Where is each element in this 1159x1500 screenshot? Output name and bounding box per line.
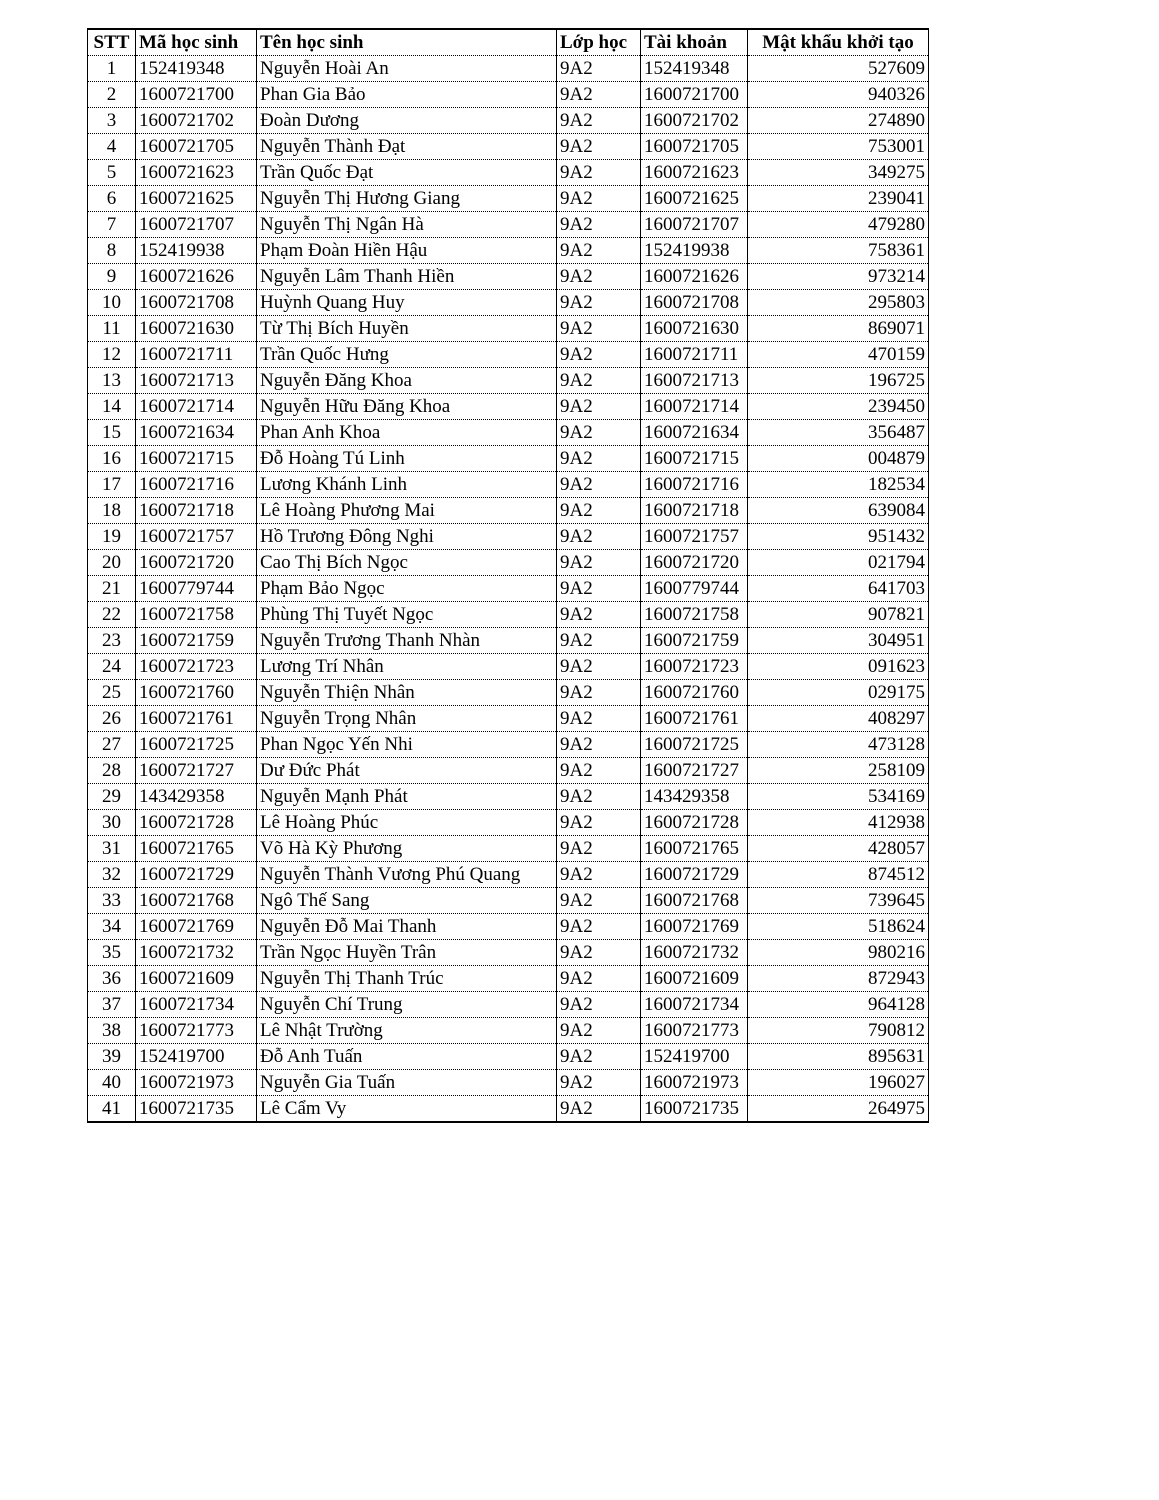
- table-row: [88, 784, 929, 810]
- cell-account: 1600721768: [641, 888, 748, 914]
- table-row: [88, 576, 929, 602]
- header-initial-password: Mật khẩu khởi tạo: [748, 29, 929, 56]
- cell-initial-password: 182534: [748, 472, 929, 498]
- cell-account: 1600721973: [641, 1070, 748, 1096]
- cell-student-name: Nguyễn Hữu Đăng Khoa: [257, 394, 557, 420]
- table-row: [88, 1044, 929, 1070]
- cell-student-code: 1600721716: [136, 472, 257, 498]
- table-row: [88, 706, 929, 732]
- cell-stt: 22: [88, 602, 136, 628]
- cell-account: 1600721713: [641, 368, 748, 394]
- table-row: [88, 992, 929, 1018]
- cell-stt: 15: [88, 420, 136, 446]
- cell-stt: 16: [88, 446, 136, 472]
- cell-student-name: Nguyễn Chí Trung: [257, 992, 557, 1018]
- cell-student-name: Từ Thị Bích Huyền: [257, 316, 557, 342]
- cell-initial-password: 639084: [748, 498, 929, 524]
- cell-initial-password: 940326: [748, 82, 929, 108]
- cell-account: 1600721734: [641, 992, 748, 1018]
- cell-student-code: 152419938: [136, 238, 257, 264]
- cell-account: 1600721711: [641, 342, 748, 368]
- cell-student-code: 1600721729: [136, 862, 257, 888]
- cell-account: 1600721729: [641, 862, 748, 888]
- cell-initial-password: 091623: [748, 654, 929, 680]
- cell-student-name: Huỳnh Quang Huy: [257, 290, 557, 316]
- cell-student-name: Dư Đức Phát: [257, 758, 557, 784]
- table-row: [88, 108, 929, 134]
- cell-account: 1600721760: [641, 680, 748, 706]
- table-row: [88, 940, 929, 966]
- table-row: [88, 966, 929, 992]
- cell-stt: 41: [88, 1096, 136, 1123]
- header-class: Lớp học: [557, 29, 641, 56]
- cell-initial-password: 479280: [748, 212, 929, 238]
- cell-account: 143429358: [641, 784, 748, 810]
- table-row: [88, 862, 929, 888]
- cell-initial-password: 408297: [748, 706, 929, 732]
- cell-class: 9A2: [557, 368, 641, 394]
- cell-initial-password: 739645: [748, 888, 929, 914]
- cell-student-code: 1600721732: [136, 940, 257, 966]
- cell-class: 9A2: [557, 732, 641, 758]
- cell-class: 9A2: [557, 394, 641, 420]
- cell-stt: 14: [88, 394, 136, 420]
- cell-stt: 29: [88, 784, 136, 810]
- cell-class: 9A2: [557, 290, 641, 316]
- cell-student-code: 1600721715: [136, 446, 257, 472]
- table-row: [88, 1018, 929, 1044]
- cell-account: 1600721609: [641, 966, 748, 992]
- cell-stt: 33: [88, 888, 136, 914]
- cell-account: 1600721634: [641, 420, 748, 446]
- table-row: [88, 472, 929, 498]
- cell-student-code: 1600721973: [136, 1070, 257, 1096]
- cell-stt: 28: [88, 758, 136, 784]
- cell-stt: 11: [88, 316, 136, 342]
- cell-student-code: 1600721761: [136, 706, 257, 732]
- cell-initial-password: 790812: [748, 1018, 929, 1044]
- cell-stt: 5: [88, 160, 136, 186]
- cell-student-code: 1600721735: [136, 1096, 257, 1123]
- cell-initial-password: 869071: [748, 316, 929, 342]
- cell-student-code: 1600721725: [136, 732, 257, 758]
- cell-class: 9A2: [557, 82, 641, 108]
- cell-account: 1600721727: [641, 758, 748, 784]
- cell-class: 9A2: [557, 1044, 641, 1070]
- cell-student-code: 1600721718: [136, 498, 257, 524]
- cell-class: 9A2: [557, 654, 641, 680]
- cell-student-code: 1600721734: [136, 992, 257, 1018]
- table-header-row: [88, 29, 929, 56]
- table-row: [88, 394, 929, 420]
- table-row: [88, 420, 929, 446]
- table-row: [88, 602, 929, 628]
- cell-student-code: 1600721720: [136, 550, 257, 576]
- table-row: [88, 290, 929, 316]
- cell-account: 1600721773: [641, 1018, 748, 1044]
- table-row: [88, 82, 929, 108]
- cell-stt: 9: [88, 264, 136, 290]
- cell-stt: 13: [88, 368, 136, 394]
- cell-initial-password: 980216: [748, 940, 929, 966]
- cell-initial-password: 753001: [748, 134, 929, 160]
- cell-stt: 12: [88, 342, 136, 368]
- cell-student-code: 1600721723: [136, 654, 257, 680]
- cell-account: 1600721716: [641, 472, 748, 498]
- cell-initial-password: 907821: [748, 602, 929, 628]
- cell-stt: 3: [88, 108, 136, 134]
- cell-student-name: Trần Quốc Đạt: [257, 160, 557, 186]
- cell-student-name: Đỗ Hoàng Tú Linh: [257, 446, 557, 472]
- cell-student-code: 143429358: [136, 784, 257, 810]
- cell-student-code: 1600721609: [136, 966, 257, 992]
- cell-account: 1600721702: [641, 108, 748, 134]
- cell-stt: 7: [88, 212, 136, 238]
- table-row: [88, 134, 929, 160]
- cell-initial-password: 518624: [748, 914, 929, 940]
- cell-student-name: Cao Thị Bích Ngọc: [257, 550, 557, 576]
- cell-class: 9A2: [557, 498, 641, 524]
- cell-class: 9A2: [557, 108, 641, 134]
- cell-student-code: 1600721758: [136, 602, 257, 628]
- cell-stt: 25: [88, 680, 136, 706]
- cell-account: 1600721769: [641, 914, 748, 940]
- cell-student-name: Nguyễn Gia Tuấn: [257, 1070, 557, 1096]
- cell-student-code: 1600721728: [136, 810, 257, 836]
- table-row: [88, 628, 929, 654]
- cell-class: 9A2: [557, 186, 641, 212]
- cell-initial-password: 304951: [748, 628, 929, 654]
- cell-class: 9A2: [557, 1096, 641, 1123]
- cell-student-code: 1600721768: [136, 888, 257, 914]
- cell-class: 9A2: [557, 914, 641, 940]
- cell-class: 9A2: [557, 550, 641, 576]
- table-row: [88, 680, 929, 706]
- cell-initial-password: 239041: [748, 186, 929, 212]
- cell-account: 1600721630: [641, 316, 748, 342]
- cell-student-name: Nguyễn Thành Đạt: [257, 134, 557, 160]
- cell-account: 1600721623: [641, 160, 748, 186]
- cell-stt: 39: [88, 1044, 136, 1070]
- cell-class: 9A2: [557, 420, 641, 446]
- cell-class: 9A2: [557, 576, 641, 602]
- cell-class: 9A2: [557, 160, 641, 186]
- cell-stt: 24: [88, 654, 136, 680]
- cell-class: 9A2: [557, 680, 641, 706]
- table-row: [88, 836, 929, 862]
- student-account-sheet: [87, 28, 928, 1123]
- table-row: [88, 186, 929, 212]
- cell-student-code: 1600779744: [136, 576, 257, 602]
- cell-student-name: Hồ Trương Đông Nghi: [257, 524, 557, 550]
- cell-student-code: 1600721707: [136, 212, 257, 238]
- cell-initial-password: 641703: [748, 576, 929, 602]
- cell-class: 9A2: [557, 966, 641, 992]
- table-row: [88, 56, 929, 82]
- cell-class: 9A2: [557, 706, 641, 732]
- cell-student-name: Nguyễn Thành Vương Phú Quang: [257, 862, 557, 888]
- cell-class: 9A2: [557, 238, 641, 264]
- cell-stt: 17: [88, 472, 136, 498]
- cell-stt: 40: [88, 1070, 136, 1096]
- cell-class: 9A2: [557, 992, 641, 1018]
- cell-class: 9A2: [557, 134, 641, 160]
- cell-account: 1600721723: [641, 654, 748, 680]
- cell-student-code: 1600721714: [136, 394, 257, 420]
- table-row: [88, 732, 929, 758]
- cell-stt: 1: [88, 56, 136, 82]
- cell-initial-password: 527609: [748, 56, 929, 82]
- cell-student-name: Phan Anh Khoa: [257, 420, 557, 446]
- cell-student-name: Đoàn Dương: [257, 108, 557, 134]
- cell-account: 1600721718: [641, 498, 748, 524]
- cell-student-code: 1600721727: [136, 758, 257, 784]
- cell-student-name: Lê Nhật Trường: [257, 1018, 557, 1044]
- table-row: [88, 264, 929, 290]
- cell-class: 9A2: [557, 810, 641, 836]
- cell-student-name: Phạm Đoàn Hiền Hậu: [257, 238, 557, 264]
- cell-student-name: Phạm Bảo Ngọc: [257, 576, 557, 602]
- cell-student-name: Lê Hoàng Phương Mai: [257, 498, 557, 524]
- cell-student-code: 1600721708: [136, 290, 257, 316]
- cell-initial-password: 758361: [748, 238, 929, 264]
- cell-student-name: Nguyễn Thiện Nhân: [257, 680, 557, 706]
- cell-initial-password: 473128: [748, 732, 929, 758]
- cell-student-name: Phan Ngọc Yến Nhi: [257, 732, 557, 758]
- cell-class: 9A2: [557, 758, 641, 784]
- cell-class: 9A2: [557, 524, 641, 550]
- cell-stt: 6: [88, 186, 136, 212]
- cell-student-code: 1600721759: [136, 628, 257, 654]
- table-row: [88, 654, 929, 680]
- cell-initial-password: 964128: [748, 992, 929, 1018]
- table-row: [88, 368, 929, 394]
- cell-student-code: 1600721705: [136, 134, 257, 160]
- cell-student-name: Nguyễn Đỗ Mai Thanh: [257, 914, 557, 940]
- cell-class: 9A2: [557, 836, 641, 862]
- cell-initial-password: 349275: [748, 160, 929, 186]
- header-student-code: Mã học sinh: [136, 29, 257, 56]
- cell-student-name: Nguyễn Hoài An: [257, 56, 557, 82]
- cell-student-code: 1600721757: [136, 524, 257, 550]
- cell-initial-password: 428057: [748, 836, 929, 862]
- cell-class: 9A2: [557, 472, 641, 498]
- table-row: [88, 1070, 929, 1096]
- cell-class: 9A2: [557, 888, 641, 914]
- cell-stt: 2: [88, 82, 136, 108]
- cell-initial-password: 356487: [748, 420, 929, 446]
- table-row: [88, 212, 929, 238]
- cell-student-code: 1600721760: [136, 680, 257, 706]
- cell-student-name: Phùng Thị Tuyết Ngọc: [257, 602, 557, 628]
- cell-initial-password: 874512: [748, 862, 929, 888]
- cell-initial-password: 021794: [748, 550, 929, 576]
- cell-student-name: Nguyễn Trương Thanh Nhàn: [257, 628, 557, 654]
- cell-account: 1600721735: [641, 1096, 748, 1123]
- cell-stt: 23: [88, 628, 136, 654]
- cell-account: 1600721715: [641, 446, 748, 472]
- cell-student-code: 1600721769: [136, 914, 257, 940]
- cell-account: 1600721714: [641, 394, 748, 420]
- cell-account: 1600721728: [641, 810, 748, 836]
- cell-class: 9A2: [557, 446, 641, 472]
- cell-stt: 34: [88, 914, 136, 940]
- cell-student-code: 1600721625: [136, 186, 257, 212]
- cell-initial-password: 412938: [748, 810, 929, 836]
- cell-student-code: 152419348: [136, 56, 257, 82]
- student-account-table: [87, 28, 929, 1123]
- cell-class: 9A2: [557, 602, 641, 628]
- cell-account: 152419700: [641, 1044, 748, 1070]
- cell-student-name: Nguyễn Thị Hương Giang: [257, 186, 557, 212]
- cell-student-code: 1600721634: [136, 420, 257, 446]
- cell-student-name: Nguyễn Lâm Thanh Hiền: [257, 264, 557, 290]
- cell-initial-password: 004879: [748, 446, 929, 472]
- cell-stt: 31: [88, 836, 136, 862]
- cell-class: 9A2: [557, 1018, 641, 1044]
- cell-initial-password: 895631: [748, 1044, 929, 1070]
- header-student-name: Tên học sinh: [257, 29, 557, 56]
- cell-student-code: 1600721702: [136, 108, 257, 134]
- cell-initial-password: 534169: [748, 784, 929, 810]
- cell-student-name: Ngô Thế Sang: [257, 888, 557, 914]
- cell-stt: 36: [88, 966, 136, 992]
- cell-student-name: Lê Cẩm Vy: [257, 1096, 557, 1123]
- cell-initial-password: 295803: [748, 290, 929, 316]
- cell-student-name: Võ Hà Kỳ Phương: [257, 836, 557, 862]
- cell-initial-password: 872943: [748, 966, 929, 992]
- cell-stt: 32: [88, 862, 136, 888]
- table-body: [88, 56, 929, 1123]
- cell-initial-password: 470159: [748, 342, 929, 368]
- cell-account: 1600721625: [641, 186, 748, 212]
- cell-initial-password: 951432: [748, 524, 929, 550]
- cell-student-code: 152419700: [136, 1044, 257, 1070]
- table-row: [88, 914, 929, 940]
- cell-class: 9A2: [557, 56, 641, 82]
- cell-initial-password: 274890: [748, 108, 929, 134]
- cell-stt: 30: [88, 810, 136, 836]
- cell-class: 9A2: [557, 212, 641, 238]
- table-row: [88, 888, 929, 914]
- table-row: [88, 160, 929, 186]
- cell-stt: 21: [88, 576, 136, 602]
- cell-student-name: Lương Trí Nhân: [257, 654, 557, 680]
- table-row: [88, 524, 929, 550]
- cell-class: 9A2: [557, 862, 641, 888]
- cell-student-name: Nguyễn Thị Thanh Trúc: [257, 966, 557, 992]
- cell-stt: 10: [88, 290, 136, 316]
- cell-account: 1600721705: [641, 134, 748, 160]
- cell-student-name: Nguyễn Đăng Khoa: [257, 368, 557, 394]
- cell-class: 9A2: [557, 784, 641, 810]
- cell-initial-password: 196725: [748, 368, 929, 394]
- cell-student-name: Lê Hoàng Phúc: [257, 810, 557, 836]
- cell-stt: 26: [88, 706, 136, 732]
- cell-account: 152419348: [641, 56, 748, 82]
- cell-student-name: Nguyễn Trọng Nhân: [257, 706, 557, 732]
- header-account: Tài khoản: [641, 29, 748, 56]
- cell-student-name: Trần Ngọc Huyền Trân: [257, 940, 557, 966]
- cell-class: 9A2: [557, 1070, 641, 1096]
- table-row: [88, 342, 929, 368]
- cell-student-code: 1600721765: [136, 836, 257, 862]
- cell-student-code: 1600721700: [136, 82, 257, 108]
- cell-class: 9A2: [557, 628, 641, 654]
- cell-student-name: Đỗ Anh Tuấn: [257, 1044, 557, 1070]
- cell-stt: 8: [88, 238, 136, 264]
- cell-initial-password: 029175: [748, 680, 929, 706]
- table-row: [88, 446, 929, 472]
- cell-stt: 19: [88, 524, 136, 550]
- table-row: [88, 550, 929, 576]
- table-row: [88, 238, 929, 264]
- cell-stt: 37: [88, 992, 136, 1018]
- cell-initial-password: 264975: [748, 1096, 929, 1123]
- cell-account: 1600721757: [641, 524, 748, 550]
- cell-initial-password: 239450: [748, 394, 929, 420]
- cell-student-code: 1600721773: [136, 1018, 257, 1044]
- cell-class: 9A2: [557, 316, 641, 342]
- cell-student-name: Lương Khánh Linh: [257, 472, 557, 498]
- cell-account: 1600721761: [641, 706, 748, 732]
- cell-initial-password: 258109: [748, 758, 929, 784]
- cell-account: 152419938: [641, 238, 748, 264]
- header-stt: STT: [88, 29, 136, 56]
- cell-account: 1600721707: [641, 212, 748, 238]
- cell-stt: 18: [88, 498, 136, 524]
- cell-account: 1600721708: [641, 290, 748, 316]
- cell-account: 1600721725: [641, 732, 748, 758]
- cell-student-name: Nguyễn Mạnh Phát: [257, 784, 557, 810]
- cell-account: 1600721732: [641, 940, 748, 966]
- cell-account: 1600721700: [641, 82, 748, 108]
- cell-student-code: 1600721711: [136, 342, 257, 368]
- cell-student-code: 1600721713: [136, 368, 257, 394]
- cell-account: 1600721765: [641, 836, 748, 862]
- cell-student-name: Trần Quốc Hưng: [257, 342, 557, 368]
- table-row: [88, 810, 929, 836]
- cell-account: 1600721758: [641, 602, 748, 628]
- cell-account: 1600721759: [641, 628, 748, 654]
- table-row: [88, 1096, 929, 1123]
- cell-stt: 38: [88, 1018, 136, 1044]
- cell-student-name: Nguyễn Thị Ngân Hà: [257, 212, 557, 238]
- table-row: [88, 316, 929, 342]
- cell-student-code: 1600721626: [136, 264, 257, 290]
- cell-stt: 4: [88, 134, 136, 160]
- cell-stt: 27: [88, 732, 136, 758]
- cell-initial-password: 196027: [748, 1070, 929, 1096]
- cell-class: 9A2: [557, 264, 641, 290]
- cell-student-code: 1600721623: [136, 160, 257, 186]
- cell-stt: 35: [88, 940, 136, 966]
- cell-account: 1600779744: [641, 576, 748, 602]
- table-row: [88, 498, 929, 524]
- table-row: [88, 758, 929, 784]
- cell-student-code: 1600721630: [136, 316, 257, 342]
- cell-account: 1600721626: [641, 264, 748, 290]
- cell-student-name: Phan Gia Bảo: [257, 82, 557, 108]
- cell-class: 9A2: [557, 342, 641, 368]
- cell-class: 9A2: [557, 940, 641, 966]
- cell-stt: 20: [88, 550, 136, 576]
- cell-initial-password: 973214: [748, 264, 929, 290]
- cell-account: 1600721720: [641, 550, 748, 576]
